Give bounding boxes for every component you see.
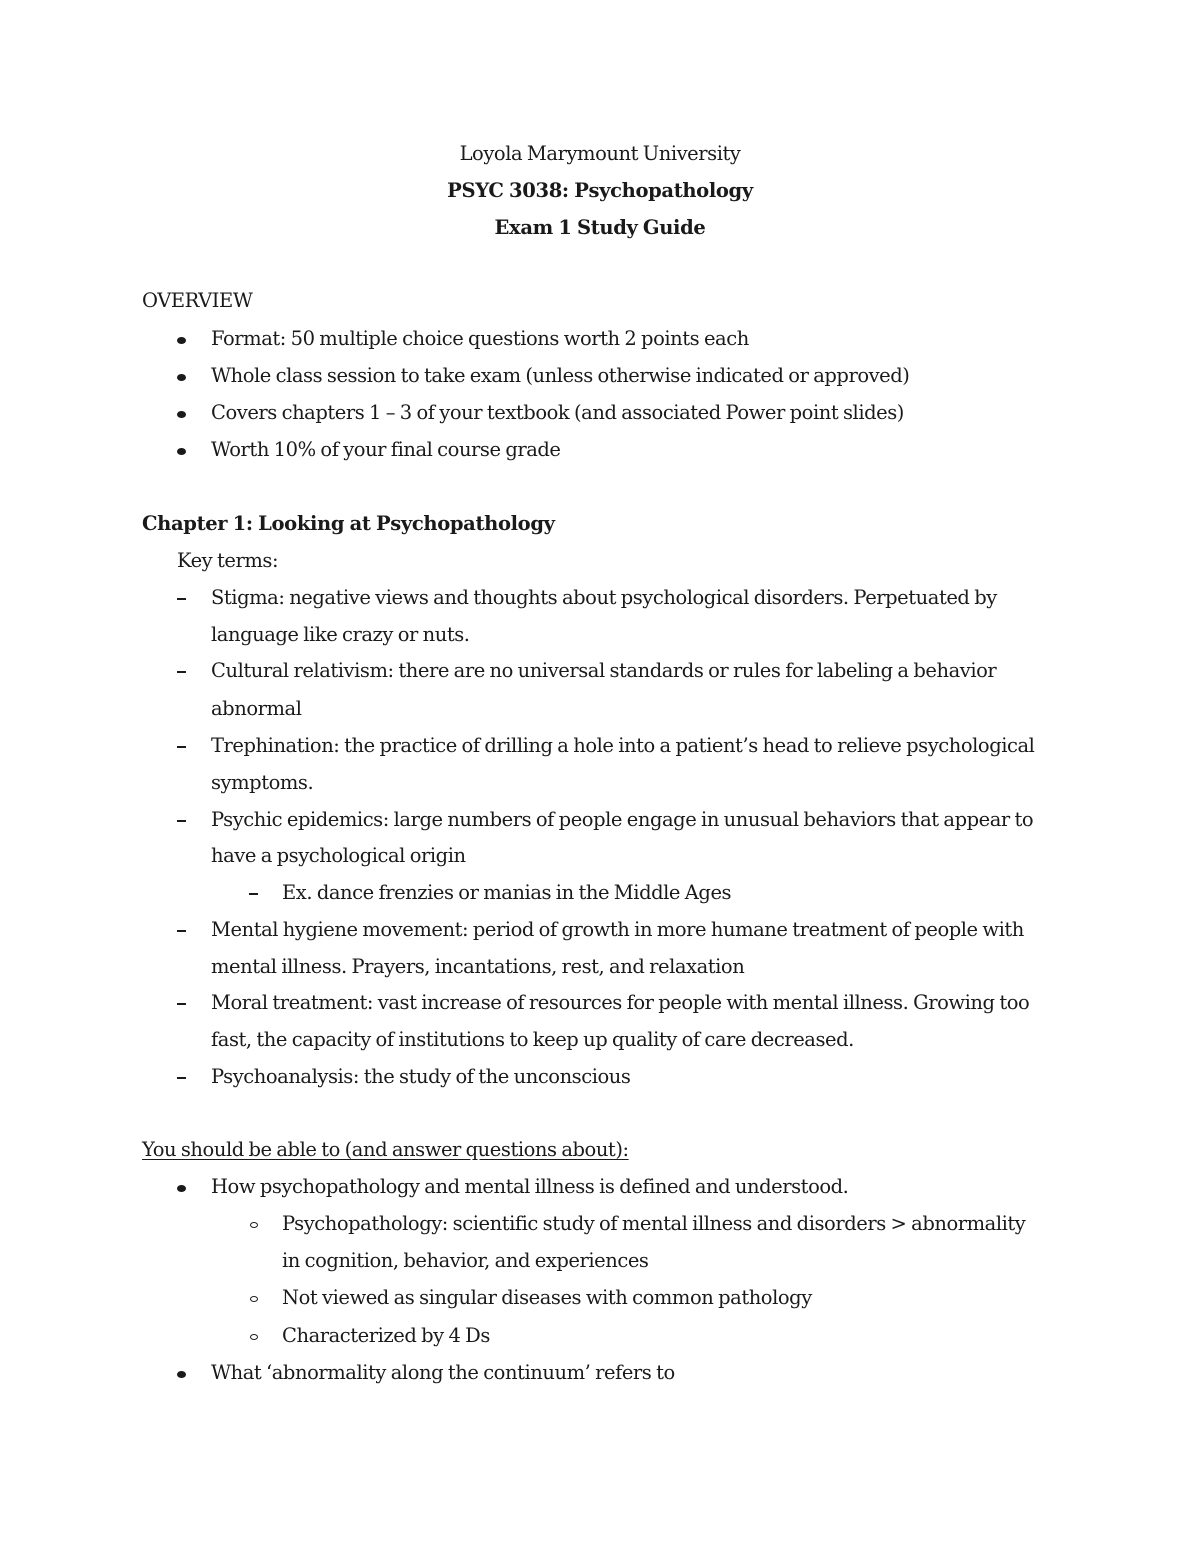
circle-bullet-icon: [250, 1334, 258, 1340]
objective-subitem: Not viewed as singular diseases with common pathology: [282, 1286, 812, 1309]
bullet-icon: [177, 337, 186, 344]
circle-bullet-icon: [250, 1222, 258, 1228]
objective-subitem: Psychopathology: scientific study of mental illness and disorders > abnormality: [282, 1212, 1026, 1235]
bullet-icon: [177, 374, 186, 381]
overview-heading: OVERVIEW: [142, 289, 253, 312]
dash-bullet-icon: [177, 746, 186, 748]
bullet-icon: [177, 1371, 186, 1378]
overview-item: Worth 10% of your final course grade: [211, 438, 561, 461]
dash-bullet-icon: [177, 671, 186, 673]
objective-item: How psychopathology and mental illness is defined and understood.: [211, 1175, 849, 1198]
key-term-line: have a psychological origin: [211, 844, 466, 867]
bullet-icon: [177, 448, 186, 455]
key-term-line: symptoms.: [211, 771, 314, 794]
bullet-icon: [177, 1185, 186, 1192]
overview-item: Covers chapters 1 – 3 of your textbook (and associated Power point slides): [211, 401, 904, 424]
key-term-example: Ex. dance frenzies or manias in the Middle Ages: [282, 881, 732, 904]
dash-bullet-icon: [177, 930, 186, 932]
document-title: Exam 1 Study Guide: [494, 216, 706, 239]
key-term-line: Moral treatment: vast increase of resources for people with mental illness. Growing too: [211, 991, 1030, 1014]
key-term-line: Cultural relativism: there are no universal standards or rules for labeling a behavior: [211, 659, 997, 682]
circle-bullet-icon: [250, 1296, 258, 1302]
key-term-line: mental illness. Prayers, incantations, rest, and relaxation: [211, 955, 745, 978]
key-term-line: Trephination: the practice of drilling a hole into a patient’s head to relieve psychological: [211, 734, 1035, 757]
dash-bullet-icon: [177, 820, 186, 822]
key-terms-label: Key terms:: [177, 549, 279, 572]
key-term-line: language like crazy or nuts.: [211, 623, 470, 646]
objective-item: What ‘abnormality along the continuum’ refers to: [211, 1361, 675, 1384]
dash-bullet-icon: [177, 598, 186, 600]
dash-bullet-icon: [177, 1003, 186, 1005]
chapter-1-heading: Chapter 1: Looking at Psychopathology: [142, 512, 555, 535]
overview-item: Format: 50 multiple choice questions worth 2 points each: [211, 327, 749, 350]
overview-item: Whole class session to take exam (unless otherwise indicated or approved): [211, 364, 910, 387]
key-term-line: Mental hygiene movement: period of growth in more humane treatment of people with: [211, 918, 1024, 941]
objective-subitem: Characterized by 4 Ds: [282, 1324, 490, 1347]
key-term-line: Stigma: negative views and thoughts about psychological disorders. Perpetuated by: [211, 586, 997, 609]
key-term-line: fast, the capacity of institutions to keep up quality of care decreased.: [211, 1028, 854, 1051]
university-name: Loyola Marymount University: [459, 142, 741, 165]
key-term-line: Psychic epidemics: large numbers of people engage in unusual behaviors that appear to: [211, 808, 1034, 831]
key-term-line: Psychoanalysis: the study of the unconscious: [211, 1065, 631, 1088]
course-title: PSYC 3038: Psychopathology: [447, 179, 753, 202]
bullet-icon: [177, 411, 186, 418]
dash-bullet-icon: [249, 893, 258, 895]
objectives-heading: You should be able to (and answer questions about):: [142, 1138, 629, 1161]
objective-subitem-continuation: in cognition, behavior, and experiences: [282, 1249, 649, 1272]
dash-bullet-icon: [177, 1077, 186, 1079]
key-term-line: abnormal: [211, 697, 302, 720]
